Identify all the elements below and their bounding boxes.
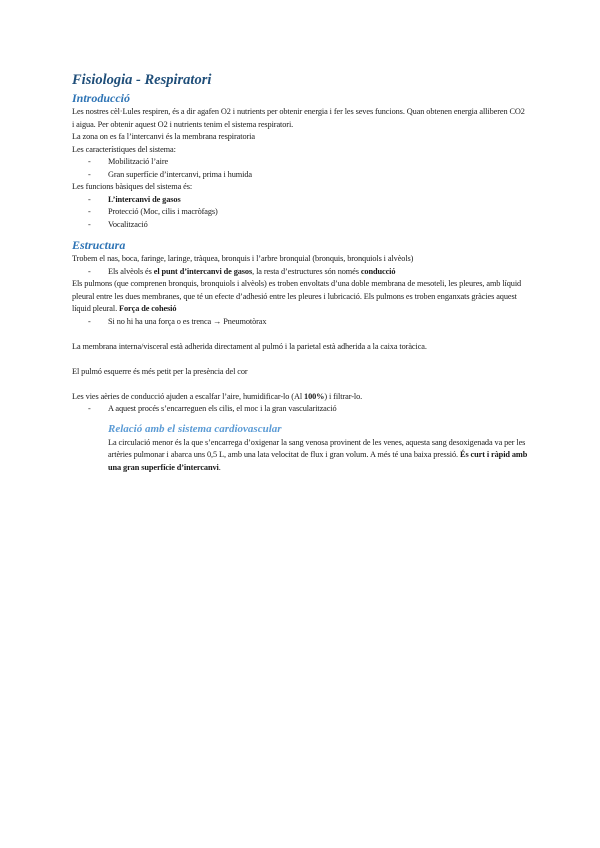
heading-introduccio: Introducció — [72, 91, 131, 105]
heading-estructura: Estructura — [72, 238, 126, 252]
list-item: - Vocalització — [88, 219, 528, 232]
list-item: - Si no hi ha una força o es trenca → Pneumotòrax — [88, 316, 528, 329]
function-gas-exchange: L’intercanvi de gasos — [108, 194, 181, 204]
cohesion-bold: Força de cohesió — [119, 304, 177, 313]
list-item: - Mobilització l’aire — [88, 156, 528, 169]
list-item — [88, 266, 528, 279]
airways-list — [72, 403, 528, 416]
cardio-text: La circulació menor és la que s’encarrega d’oxigenar la sang venosa provinent de les venes, aquesta sang desoxigenada va per les artèries pulmonar i abarca uns 0,5 L, amb una lata velocitat de flux i gran volum. A més té una baixa pressió. — [108, 437, 526, 459]
airways-text: Les vies aèries de conducció ajuden a escalfar l’aire, humidificar-lo (Al — [72, 391, 305, 401]
airways-paragraph — [72, 391, 528, 404]
list-item: - Gran superfície d’intercanvi, prima i humida — [88, 169, 528, 182]
membrane-paragraph: La membrana interna/visceral està adherida directament al pulmó i la parietal està adherida a la caixa toràcica. — [72, 341, 427, 351]
cardio-bold: És curt i ràpid amb una gran superfície d’intercanvi — [108, 450, 528, 472]
structure-paragraph: Trobem el nas, boca, faringe, laringe, tràquea, bronquis i l’arbre bronquial (bronquis, bronquiols i alvèols) — [72, 254, 414, 263]
alveoli-list — [72, 266, 528, 279]
characteristics-intro: Les característiques del sistema: — [72, 144, 176, 154]
pneumothorax-list — [72, 316, 528, 329]
functions-list — [72, 194, 528, 232]
cardio-section — [108, 422, 528, 475]
intro-paragraph: Les nostres cèl·Lules respiren, és a dir agafen O2 i nutrients per obtenir energia i fer les seves funcions. Quan obtenen energia alliberen CO2 i aigua. Per obtenir aquest O2 i nutrients tenim el sistema respiratori. — [72, 107, 525, 129]
functions-intro: Les funcions bàsiques del sistema és: — [72, 182, 193, 191]
conduction-bold: conducció — [360, 266, 396, 276]
lung-paragraph: El pulmó esquerre és més petit per la presència del cor — [72, 366, 248, 376]
alveoli-text: Els alvèols és — [108, 266, 154, 276]
airways-text-end: ) i filtrar-lo. — [324, 391, 363, 401]
alveoli-bold: el punt d’intercanvi de gasos — [153, 266, 253, 276]
intro-membrane-line: La zona on es fa l’intercanvi és la membrana respiratoria — [72, 132, 255, 141]
document-title: Fisiologia - Respiratori — [72, 72, 212, 88]
cardio-end: . — [218, 462, 221, 472]
list-item — [88, 194, 528, 207]
percent-bold: 100% — [304, 391, 325, 401]
cardio-paragraph — [108, 437, 528, 475]
pleura-text: Els pulmons (que comprenen bronquis, bronquiols i alvèols) es troben envoltats d’una doble membrana de mesoteli, les pleures, amb líquid pleural entre les dues membranes, que té un efecte d’adhesió entre les pleures i lubricació. Els pulmons es troben enganxats gràcies aquest líquid pleural. — [72, 279, 522, 313]
characteristics-list — [72, 156, 528, 181]
alveoli-text-2: , la resta d’estructures són només — [252, 266, 361, 276]
heading-cardiovascular: Relació amb el sistema cardiovascular — [108, 422, 282, 435]
list-item: - Protecció (Moc, cilis i macròfags) — [88, 206, 528, 219]
pleura-paragraph — [72, 278, 528, 316]
list-item: - A aquest procés s’encarreguen els cilis, el moc i la gran vascularització — [88, 403, 528, 416]
